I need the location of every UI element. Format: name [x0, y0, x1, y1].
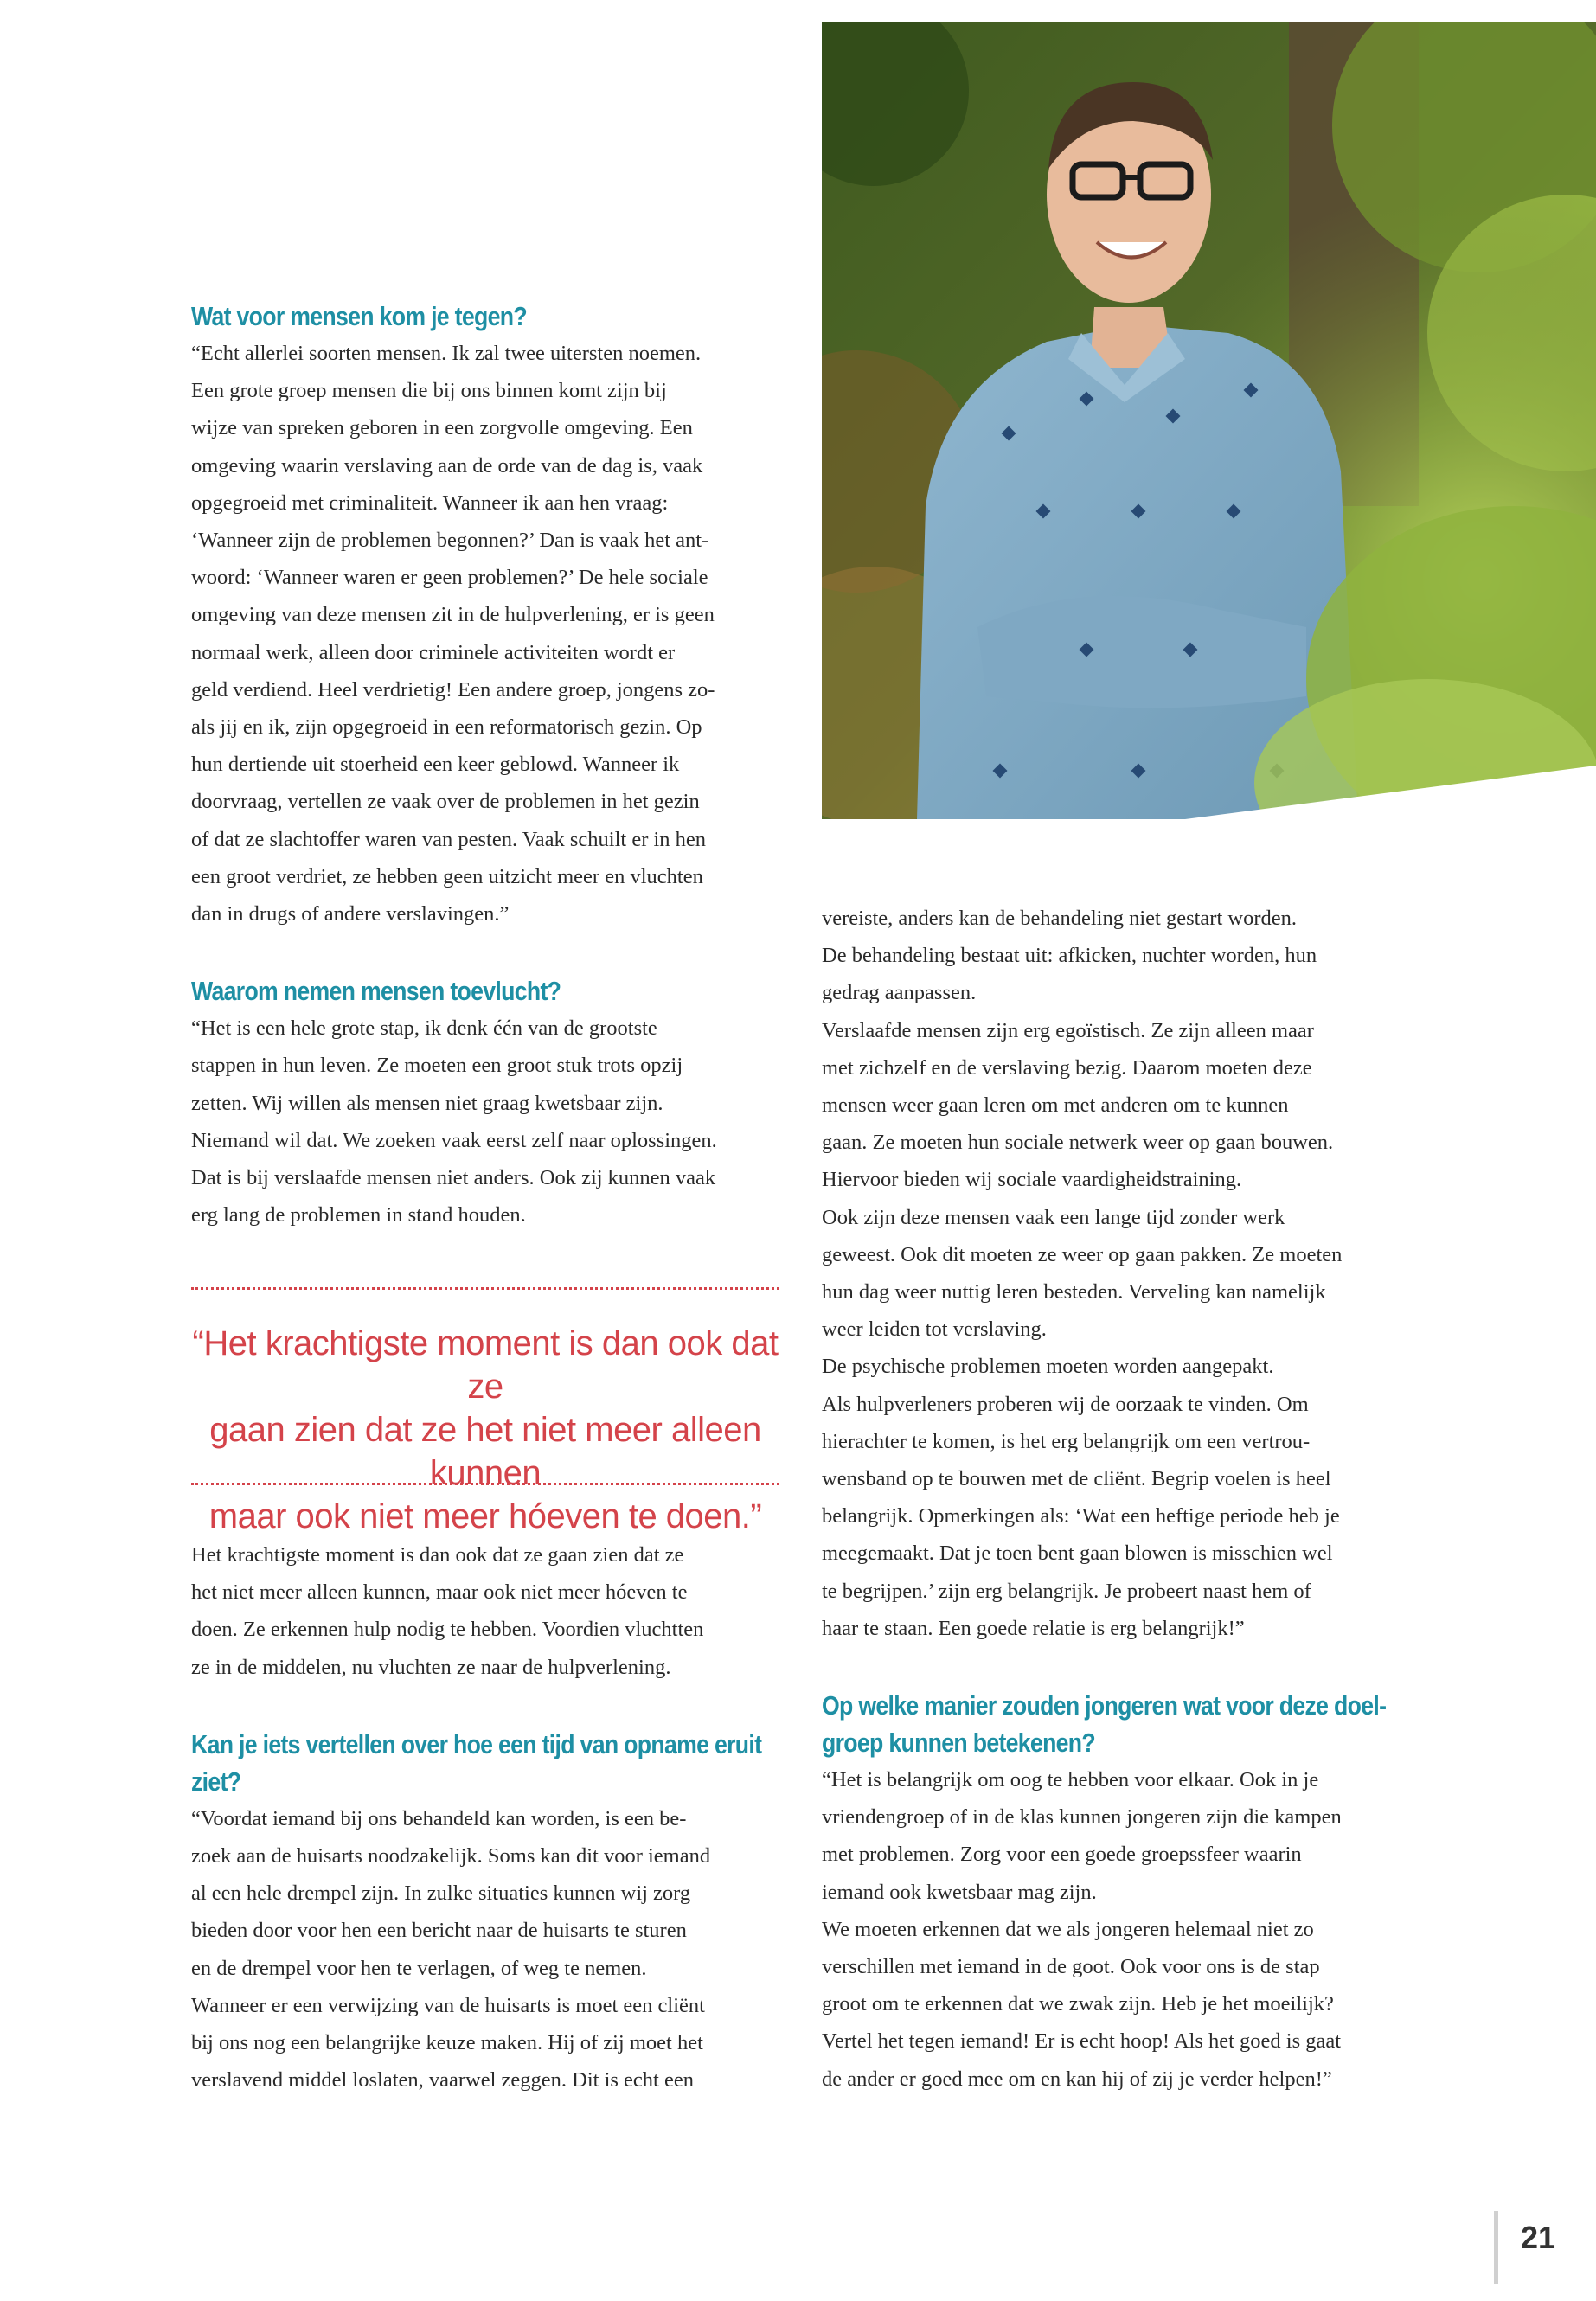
heading-youth-role: Op welke manier zouden jongeren wat voor deze doel- groep kunnen betekenen?: [822, 1690, 1387, 1759]
left-column-lower: [191, 1536, 779, 2099]
paragraph-treatment: vereiste, anders kan de behandeling niet gestart worden. De behandeling bestaat uit: afkicken, nuchter worden, hun gedrag aanpassen. Verslaafde mensen zijn erg egoïstisch. Ze zijn alleen maar met zichzelf en de verslaving bezig. Daarom moeten deze mensen weer gaan leren om met anderen om te kunnen gaan. Ze moeten hun sociale netwerk weer op gaan bouwen. Hiervoor bieden wij sociale vaardigheidstraining. Ook zijn deze mensen vaak een lange tijd zonder werk geweest. Ook dit moeten ze weer op gaan pakken. Ze moeten hun dag weer nuttig leren besteden. Verveling kan namelijk weer leiden tot verslaving. De psychische problemen moeten worden aangepakt. Als hulpverleners proberen wij de oorzaak te vinden. Om hierachter te komen, is het erg belangrijk om een vertrou- wensband op te bouwen met de cliënt. Begrip voelen is heel belangrijk. Opmerkingen als: ‘Wat een heftige periode heb je meegemaakt. Dat je toen bent gaan blowen is misschien wel te begrijpen.’ zijn erg belangrijk. Je probeert naast hem of haar te staan. Een goede relatie is erg belangrijk!”: [822, 907, 1343, 1640]
page-number-divider: [1494, 2211, 1498, 2284]
heading-admission: Kan je iets vertellen over hoe een tijd van opname eruit ziet?: [191, 1728, 762, 1797]
paragraph-admission: “Voordat iemand bij ons behandeld kan worden, is een be- zoek aan de huisarts noodzakelijk. Soms kan dit voor iemand al een hele drempel zijn. In zulke situaties kunnen wij zorg bieden door voor hen een bericht naar de huisarts te sturen en de drempel voor hen te verlagen, of weg te nemen. Wanneer er een verwijzing van de huisarts is moet een cliënt bij ons nog een belangrijke keuze maken. Hij of zij moet het verslavend middel loslaten, vaarwel zeggen. Dit is echt een: [191, 1806, 711, 2093]
page-number: 21: [1521, 2220, 1556, 2255]
heading-kind-of-people: Wat voor mensen kom je tegen?: [191, 301, 527, 331]
quote-bottom-divider: [191, 1483, 779, 1485]
pull-quote: [191, 1287, 779, 1535]
left-column: [191, 298, 779, 1234]
right-column: [822, 900, 1410, 2098]
paragraph-kind-of-people: “Echt allerlei soorten mensen. Ik zal twee uitersten noemen. Een grote groep mensen die bij ons binnen komt zijn bij wijze van spreken geboren in een zorgvolle omgeving. Een omgeving waarin verslaving aan de orde van de dag is, vaak opgegroeid met criminaliteit. Wanneer ik aan hen vraag: ‘Wanneer zijn de problemen begonnen?’ Dan is vaak het ant- woord: ‘Wanneer waren er geen problemen?’ De hele sociale omgeving van deze mensen zit in de hulpverlening, er is geen normaal werk, alleen door criminele activiteiten wordt er geld verdiend. Heel verdrietig! Een andere groep, jongens zo- als jij en ik, zijn opgegroeid in een reformatorisch gezin. Op hun dertiende uit stoerheid een keer geblowd. Wanneer ik doorvraag, vertellen ze vaak over de problemen in het gezin of dat ze slachtoffer waren van pesten. Vaak schuilt er in hen een groot verdriet, ze hebben geen uitzicht meer en vluchten dan in drugs of andere verslavingen.”: [191, 342, 715, 926]
pull-quote-text: “Het krachtigste moment is dan ook dat ze gaan zien dat ze het niet meer alleen kunnen maar ook niet meer hóeven te doen.”: [192, 1324, 779, 1535]
paragraph-why-refuge: “Het is een hele grote stap, ik denk één van de grootste stappen in hun leven. Ze moeten een groot stuk trots opzij zetten. Wij willen als mensen niet graag kwetsbaar zijn. Niemand wil dat. We zoeken vaak eerst zelf naar oplossingen. Dat is bij verslaafde mensen niet anders. Ook zij kunnen vaak erg lang de problemen in stand houden.: [191, 1016, 717, 1227]
quote-top-divider: [191, 1287, 779, 1290]
heading-why-refuge: Waarom nemen mensen toevlucht?: [191, 976, 561, 1007]
paragraph-youth-role: “Het is belangrijk om oog te hebben voor elkaar. Ook in je vriendengroep of in de klas kunnen jongeren zijn die kampen met problemen. Zorg voor een goede groepssfeer waarin iemand ook kwetsbaar mag zijn. We moeten erkennen dat we als jongeren helemaal niet zo verschillen met iemand in de goot. Ook voor ons is de stap groot om te erkennen dat we zwak zijn. Heb je het moeilijk? Vertel het tegen iemand! Er is echt hoop! Als het goed is gaat de ander er goed mee om en kan hij of zij je verder helpen!”: [822, 1768, 1342, 2091]
paragraph-strongest-moment: Het krachtigste moment is dan ook dat ze gaan zien dat ze het niet meer alleen kunnen, maar ook niet meer hóeven te doen. Ze erkennen hulp nodig te hebben. Voordien vluchtten ze in de middelen, nu vluchten ze naar de hulpverlening.: [191, 1543, 704, 1679]
portrait-photo: [822, 22, 1596, 819]
